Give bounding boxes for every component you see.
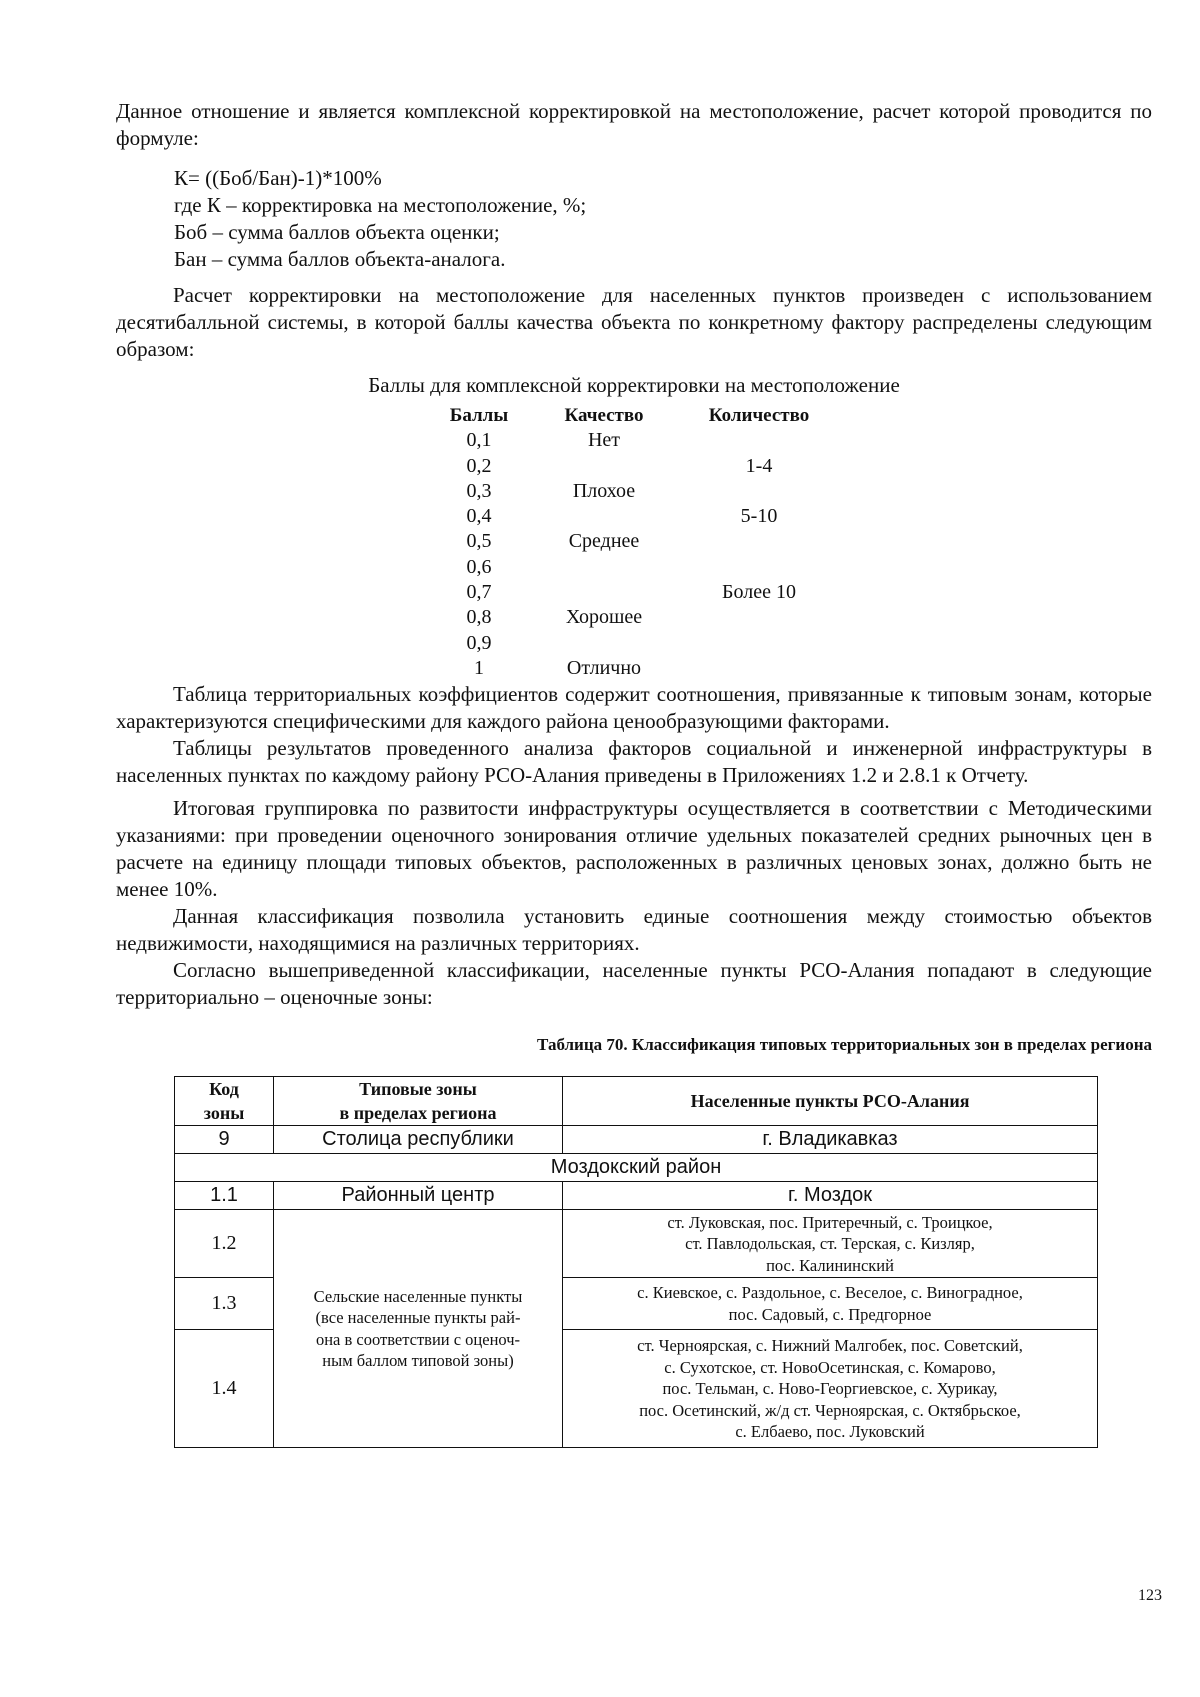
table-cell [669,631,849,656]
table-cell [669,428,849,453]
column-header-code [175,1077,274,1126]
table-row [419,555,849,580]
table-cell [669,605,849,630]
zone-places [563,1330,1098,1448]
paragraph-grouping: Итоговая группировка по развитости инфраструктуры осуществляется в соответствии с Методическими указаниями: при проведении оценочного зонирования отличие удельных показателей средних рыночных цен в расчете на единицу площади типовых объектов, расположенных в различных ценовых зонах, должно быть не менее 10%. [116,796,1152,902]
table-cell: Отлично [566,656,642,679]
places-line: пос. Осетинский, ж/д ст. Черноярская, с. Октябрьское, [639,1400,1021,1420]
type-line: она в соответствии с оценоч- [315,1329,521,1349]
zone-type: Столица республики [274,1126,563,1154]
header-line: зоны [203,1103,245,1124]
type-line: Сельские населенные пункты [313,1286,523,1306]
table-cell: 1 [474,656,484,679]
table-cell: 0,6 [466,555,492,578]
column-header: Качество [564,405,644,426]
table-row [175,1182,1098,1210]
table-cell: 0,7 [466,581,492,604]
table-cell [669,555,849,580]
document-page [116,98,1152,1448]
formula-line: К= ((Боб/Бан)-1)*100% [174,166,382,190]
column-header-type [274,1077,563,1126]
zone-places: г. Владикавказ [563,1126,1098,1154]
table-cell: Нет [587,429,621,452]
type-line: ным баллом типовой зоны) [322,1351,514,1371]
table-cell [669,479,849,504]
table-row [419,454,849,479]
table-cell: 0,8 [466,606,492,629]
places-line: пос. Калининский [766,1255,894,1275]
zones-table-caption: Таблица 70. Классификация типовых территориальных зон в пределах региона [537,1035,1152,1055]
places-line: с. Киевское, с. Раздольное, с. Веселое, с. Виноградное, [637,1283,1023,1303]
district-row: Моздокский район [175,1154,1098,1182]
places-line: пос. Садовый, с. Предгорное [728,1304,932,1324]
table-cell [669,656,849,681]
column-header: Баллы [449,405,509,426]
places-line: пос. Тельман, с. Ново-Георгиевское, с. Хурикау, [662,1379,998,1399]
table-cell: Среднее [568,530,640,553]
column-header: Количество [708,405,810,426]
zone-places: г. Моздок [563,1182,1098,1210]
table-cell: 0,3 [466,479,492,502]
table-row [419,428,849,453]
table-cell: 0,4 [466,505,492,528]
zones-table [174,1076,1098,1448]
zone-code: 1.1 [175,1182,274,1210]
header-line: в пределах региона [339,1103,497,1124]
table-row [175,1154,1098,1182]
paragraph-according: Согласно вышеприведенной классификации, населенные пункты РСО-Алания попадают в следующие территориально – оценочные зоны: [116,958,1152,1010]
zone-type: Районный центр [274,1182,563,1210]
table-row [175,1126,1098,1154]
zone-type-rural [274,1210,563,1448]
table-row [419,631,849,656]
table-cell: 0,9 [466,631,492,654]
table-cell: 0,1 [466,429,492,452]
formula-line: Бан – сумма баллов объекта-аналога. [174,247,506,271]
table-cell: 0,2 [466,454,492,477]
table-header-row [175,1077,1098,1126]
zone-code: 1.4 [175,1330,274,1448]
table-row [419,580,849,605]
table-cell: 0,5 [466,530,492,553]
table-cell [539,454,669,479]
table-cell: Хорошее [565,606,643,629]
table-header-row [419,403,849,428]
paragraph-calc: Расчет корректировки на местоположение для населенных пунктов произведен с использованием десятибалльной системы, в которой баллы качества объекта по конкретному фактору распределены следующим образом: [116,283,1152,361]
page-number: 123 [1138,1587,1162,1604]
zone-code: 9 [175,1126,274,1154]
places-line: ст. Луковская, пос. Притеречный, с. Троицкое, [667,1212,993,1232]
table-row [419,656,849,681]
scores-table [419,403,849,681]
table-cell [539,631,669,656]
paragraph-intro: Данное отношение и является комплексной корректировкой на местоположение, расчет которой проводится по формуле: [116,99,1152,150]
scores-table-caption: Баллы для комплексной корректировки на местоположение [368,373,900,397]
column-header-places: Населенные пункты РСО-Алания [563,1077,1098,1126]
type-line: (все населенные пункты рай- [315,1308,521,1328]
places-line: ст. Павлодольская, ст. Терская, с. Кизляр, [685,1234,975,1254]
formula-line: где К – корректировка на местоположение, %; [174,193,587,217]
places-line: с. Сухотское, ст. НовоОсетинская, с. Комарово, [664,1357,996,1377]
table-row [419,605,849,630]
places-line: ст. Черноярская, с. Нижний Малгобек, пос. Советский, [637,1336,1023,1356]
formula-line: Боб – сумма баллов объекта оценки; [174,220,500,244]
table-row [419,529,849,554]
paragraph-coef: Таблица территориальных коэффициентов содержит соотношения, привязанные к типовым зонам, которые характеризуются специфическими для каждого района ценообразующими факторами. [116,682,1152,734]
table-cell: Плохое [572,479,636,502]
table-cell [539,504,669,529]
formula-block [174,165,1152,273]
header-line: Типовые зоны [359,1079,477,1100]
table-cell: 1-4 [745,454,773,477]
paragraph-classification: Данная классификация позволила установить единые соотношения между стоимостью объектов недвижимости, находящимися на различных территориях. [116,904,1152,956]
places-line: с. Елбаево, пос. Луковский [735,1422,925,1442]
table-cell: Более 10 [722,581,796,604]
paragraph-results: Таблицы результатов проведенного анализа факторов социальной и инженерной инфраструктуры в населенных пунктах по каждому району РСО-Алания приведены в Приложениях 1.2 и 2.8.1 к Отчету. [116,736,1152,788]
zone-code: 1.3 [175,1278,274,1330]
table-cell [669,529,849,554]
table-cell [539,555,669,580]
header-line: Код [209,1079,239,1100]
zone-code: 1.2 [175,1210,274,1278]
table-cell [539,580,669,605]
zone-places [563,1278,1098,1330]
table-row [175,1210,1098,1278]
table-cell: 5-10 [740,505,778,528]
table-row [419,504,849,529]
table-row [419,479,849,504]
zone-places [563,1210,1098,1278]
